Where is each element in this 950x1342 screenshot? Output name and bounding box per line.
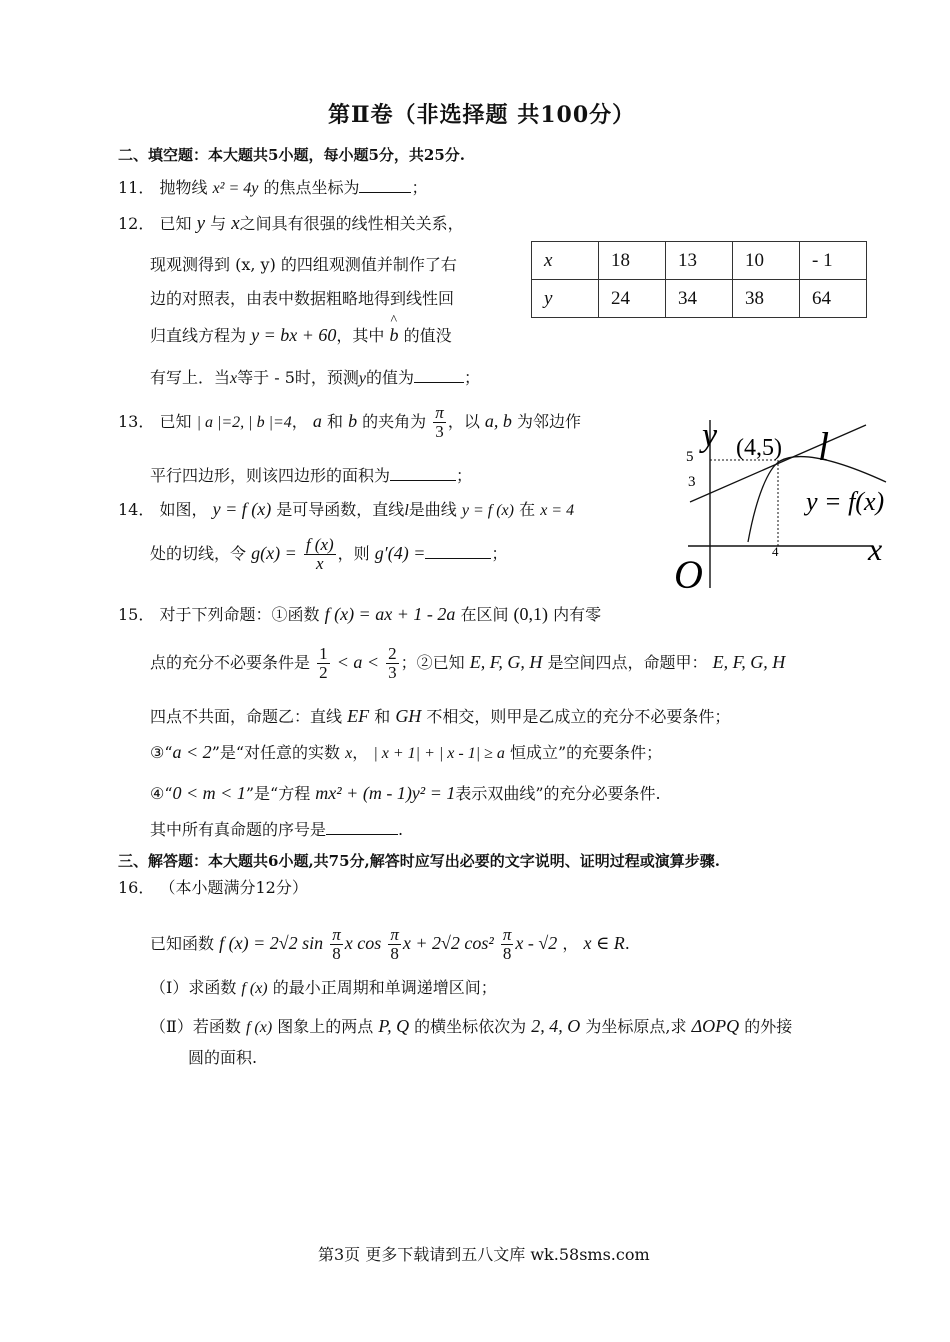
fraction: $\frac{f (x)}{x}$ bbox=[305, 535, 334, 573]
table-row bbox=[532, 280, 867, 318]
table-cell: 13 bbox=[666, 242, 733, 280]
question-16-part-2-cont: 圆的面积. bbox=[188, 1048, 258, 1067]
page-title: 第Ⅱ卷（非选择题 共100分） bbox=[328, 102, 636, 128]
question-15-line: 四点不共面，命题乙：直线 EF 和 GH 不相交，则甲是乙成立的充分不必要条件； bbox=[150, 706, 731, 726]
question-12-line: 有写上．当x等于 - 5时，预测y的值为 ； bbox=[150, 368, 481, 387]
table-row bbox=[532, 242, 867, 280]
table-cell: - 1 bbox=[800, 242, 867, 280]
answer-blank bbox=[390, 466, 456, 481]
question-12-line: 归直线方程为 y = bx + 60，其中 ^ b 的值没 bbox=[150, 326, 452, 344]
question-number: 11． bbox=[118, 178, 155, 197]
question-15-line: 其中所有真命题的序号是 . bbox=[150, 820, 404, 839]
section-heading-fill-in: 二、填空题：本大题共5小题，每小题5分，共25分. bbox=[118, 146, 465, 164]
fraction: $\frac{1}{2}$ bbox=[319, 644, 328, 682]
tick-label-y: 5 bbox=[686, 449, 694, 465]
fraction: $\frac{\pi}{3}$ bbox=[435, 403, 444, 441]
question-14: 14． 如图， y = f (x) 是可导函数，直线l是曲线 y = f (x) 在 x = 4 bbox=[118, 499, 575, 519]
question-16-line: 已知函数 f (x) = 2√2 sin $\frac{\pi}{8}$ x cos $\frac{\pi}{8}$ x + 2√2 cos² $\frac{\pi}{8}$ x - √2 ， x ∈ R. bbox=[150, 925, 630, 963]
question-11: 11． 抛物线 x² = 4y 的焦点坐标为 ； bbox=[118, 178, 428, 197]
tick-label-x: 4 bbox=[772, 544, 779, 559]
fraction: $\frac{\pi}{8}$ bbox=[332, 925, 341, 963]
page-footer: 第3页 更多下载请到五八文库 wk.58sms.com bbox=[318, 1245, 650, 1264]
fraction: $\frac{\pi}{8}$ bbox=[390, 925, 399, 963]
regression-equation: y = bx + 60 bbox=[251, 325, 337, 345]
answer-blank bbox=[326, 820, 398, 835]
question-number: 13． bbox=[118, 411, 155, 431]
curve-label: y = f(x) bbox=[806, 487, 885, 516]
question-16-part-2: （Ⅱ）若函数 f (x) 图象上的两点 P, Q 的横坐标依次为 2, 4, O 为坐标原点,求 ΔOPQ 的外接 bbox=[150, 1016, 793, 1036]
y-axis-label: y bbox=[702, 417, 718, 454]
fraction: $\frac{2}{3}$ bbox=[388, 644, 397, 682]
question-12-line: 现观测得到 (x, y) 的四组观测值并制作了右 bbox=[150, 255, 457, 274]
question-number: 12． bbox=[118, 214, 155, 233]
table-cell: 38 bbox=[733, 280, 800, 318]
question-number: 15． bbox=[118, 605, 155, 624]
question-12-line: 边的对照表，由表中数据粗略地得到线性回 bbox=[150, 289, 455, 308]
tangent-line-figure bbox=[668, 410, 908, 595]
question-15: 15． 对于下列命题：①函数 f (x) = ax + 1 - 2a 在区间 (0,1) 内有零 bbox=[118, 604, 602, 624]
question-number: 16． bbox=[118, 878, 155, 897]
point-label: (4,5) bbox=[736, 435, 782, 461]
fraction: $\frac{\pi}{8}$ bbox=[502, 925, 512, 963]
question-14-line: 处的切线，令 g(x) = $\frac{f (x)}{x}$ ，则 g′(4) = ； bbox=[150, 535, 508, 573]
question-number: 14． bbox=[118, 500, 155, 519]
table-cell: 18 bbox=[599, 242, 666, 280]
table-cell: 24 bbox=[599, 280, 666, 318]
question-12: 12． 已知 y 与 x之间具有很强的线性相关关系， bbox=[118, 213, 464, 234]
origin-label: O bbox=[674, 552, 703, 595]
table-header: y bbox=[532, 280, 599, 318]
table-cell: 64 bbox=[800, 280, 867, 318]
question-15-line: ③“a < 2”是“对任意的实数 x， | x + 1| + | x - 1| ≥ a 恒成立”的充要条件； bbox=[150, 742, 663, 762]
question-16-part-1: （Ⅰ）求函数 f (x) 的最小正周期和单调递增区间； bbox=[150, 978, 497, 997]
answer-blank bbox=[359, 178, 411, 193]
line-label: l bbox=[818, 424, 830, 469]
question-15-line: ④“0 < m < 1”是“方程 mx² + (m - 1)y² = 1表示双曲线”的充分必要条件. bbox=[150, 783, 661, 803]
question-15-line: 点的充分不必要条件是 $\frac{1}{2}$ < a < $\frac{2}{3}$ ；②已知 E, F, G, H 是空间四点，命题甲： E, F, G, H bbox=[150, 644, 786, 682]
table-cell: 34 bbox=[666, 280, 733, 318]
answer-blank bbox=[425, 544, 491, 559]
question-16: 16． （本小题满分12分） bbox=[118, 878, 308, 897]
table-cell: 10 bbox=[733, 242, 800, 280]
math-expression: x² = 4y bbox=[212, 180, 259, 197]
question-13-line: 平行四边形，则该四边形的面积为 ； bbox=[150, 466, 473, 485]
tick-label-y: 3 bbox=[688, 474, 696, 490]
x-axis-label: x bbox=[868, 531, 883, 567]
question-13: 13． 已知 | a |=2, | b |=4， a 和 b 的夹角为 $\frac{\pi}{3}$ ，以 a, b 为邻边作 bbox=[118, 403, 582, 441]
table-header: x bbox=[532, 242, 599, 280]
data-table bbox=[531, 241, 867, 318]
answer-blank bbox=[414, 368, 464, 383]
section-heading-solutions: 三、解答题：本大题共6小题,共75分,解答时应写出必要的文字说明、证明过程或演算步骤. bbox=[118, 852, 720, 870]
